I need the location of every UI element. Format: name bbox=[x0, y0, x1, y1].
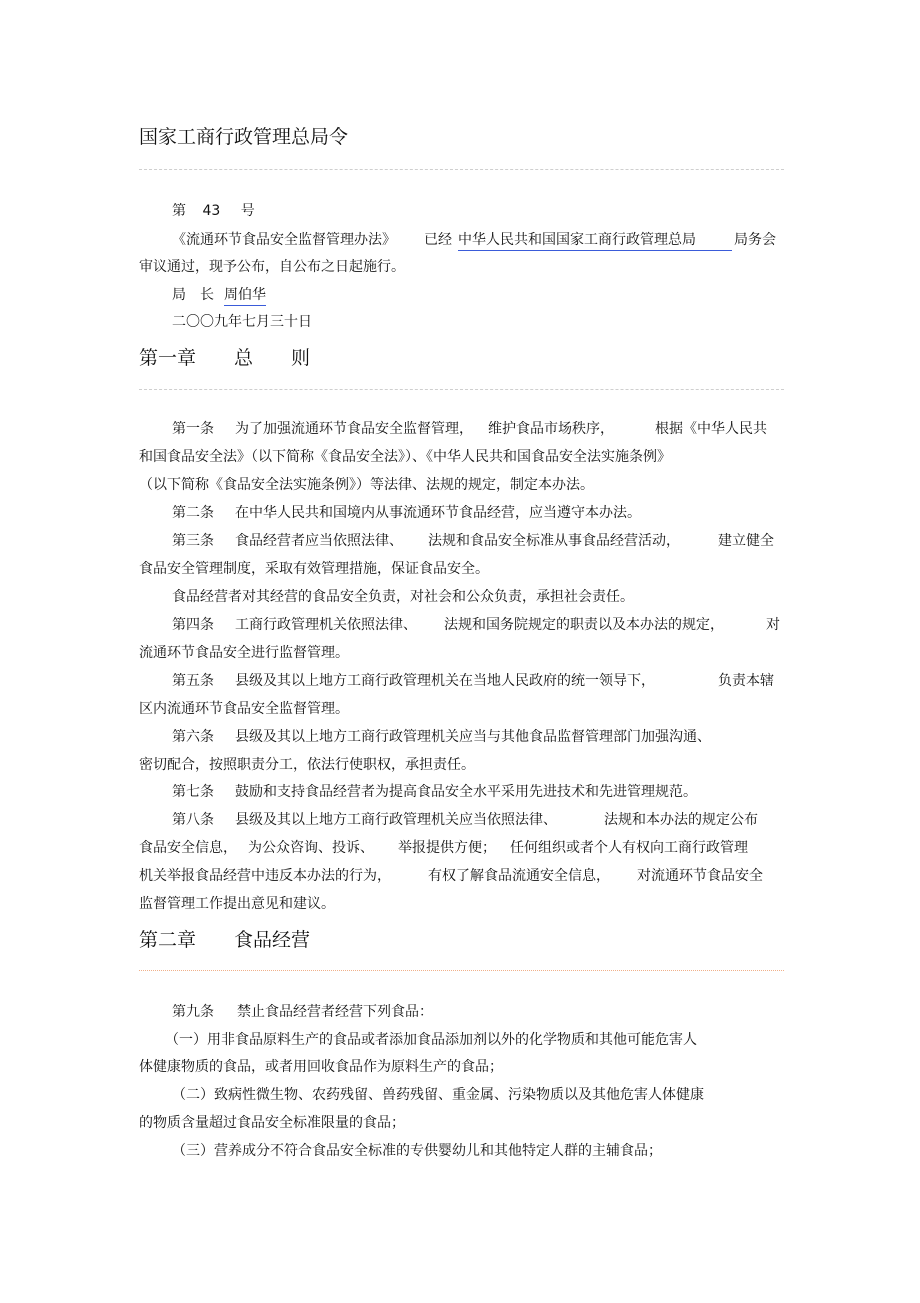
article-text: 县级及其以上地方工商行政管理机关应当依照法律、 bbox=[235, 812, 557, 828]
article-text: 法规和食品安全标准从事食品经营活动， bbox=[428, 533, 680, 549]
decree-doc-name: 《流通环节食品安全监督管理办法》 bbox=[172, 232, 396, 248]
chapter-heading-2: 第二章 食品经营 bbox=[139, 929, 311, 951]
article-text: 法规和国务院规定的职责以及本办法的规定， bbox=[444, 617, 724, 633]
decree-line2: 审议通过，现予公布，自公布之日起施行。 bbox=[139, 259, 405, 275]
article-number: 第五条 bbox=[172, 673, 214, 689]
article-text: 食品安全管理制度，采取有效管理措施，保证食品安全。 bbox=[139, 561, 489, 577]
article-number: 第二条 bbox=[172, 505, 214, 521]
article-text: （一）用非食品原料生产的食品或者添加食品添加剂以外的化学物质和其他可能危害人 bbox=[165, 1032, 697, 1048]
article-number: 第八条 bbox=[172, 812, 214, 828]
article-text: 的物质含量超过食品安全标准限量的食品； bbox=[139, 1115, 405, 1131]
article-text: 举报提供方便； bbox=[398, 840, 496, 856]
article-text: 鼓励和支持食品经营者为提高食品安全水平采用先进技术和先进管理规范。 bbox=[235, 784, 697, 800]
article-text: 负责本辖 bbox=[718, 673, 774, 689]
article-number: 第三条 bbox=[172, 533, 214, 549]
order-number-line bbox=[172, 203, 255, 219]
article-text: 密切配合，按照职责分工，依法行使职权，承担责任。 bbox=[139, 757, 475, 773]
article-text: （二）致病性微生物、农药残留、兽药残留、重金属、污染物质以及其他危害人体健康 bbox=[172, 1087, 704, 1103]
director-name-link[interactable]: 周伯华 bbox=[224, 287, 266, 306]
article-text: 流通环节食品安全进行监督管理。 bbox=[139, 645, 349, 661]
article-text: 食品经营者应当依照法律、 bbox=[235, 533, 403, 549]
decree-meeting: 局务会 bbox=[734, 232, 776, 248]
article-text: 县级及其以上地方工商行政管理机关在当地人民政府的统一领导下， bbox=[235, 673, 655, 689]
decree-date: 二〇〇九年七月三十日 bbox=[172, 314, 312, 330]
article-text: 法规和本办法的规定公布 bbox=[604, 812, 758, 828]
article-number: 第九条 bbox=[172, 1004, 214, 1020]
article-text: 食品经营者对其经营的食品安全负责，对社会和公众负责，承担社会责任。 bbox=[172, 589, 634, 605]
order-number: 43 bbox=[202, 203, 221, 219]
document-title: 国家工商行政管理总局令 bbox=[139, 126, 349, 148]
article-text: （以下简称《食品安全法实施条例》）等法律、法规的规定，制定本办法。 bbox=[139, 477, 594, 493]
article-number: 第七条 bbox=[172, 784, 214, 800]
divider bbox=[139, 389, 784, 390]
article-text: 禁止食品经营者经营下列食品： bbox=[237, 1004, 433, 1020]
article-number: 第一条 bbox=[172, 421, 214, 437]
article-text: 机关举报食品经营中违反本办法的行为， bbox=[139, 868, 391, 884]
article-number: 第六条 bbox=[172, 729, 214, 745]
article-text: 维护食品市场秩序， bbox=[488, 421, 614, 437]
divider bbox=[139, 169, 784, 170]
article-text: 体健康物质的食品，或者用回收食品作为原料生产的食品； bbox=[139, 1059, 503, 1075]
decree-passed-by: 已经 bbox=[424, 232, 452, 248]
article-text: 在中华人民共和国境内从事流通环节食品经营，应当遵守本办法。 bbox=[235, 505, 641, 521]
article-text: 为公众咨询、投诉、 bbox=[248, 840, 374, 856]
article-text: 根据《中华人民共 bbox=[655, 421, 767, 437]
director-label: 局 长 bbox=[172, 287, 214, 303]
order-suffix: 号 bbox=[240, 203, 255, 219]
article-text: 工商行政管理机关依照法律、 bbox=[235, 617, 417, 633]
order-prefix: 第 bbox=[172, 203, 186, 219]
article-number: 第四条 bbox=[172, 617, 214, 633]
article-text: 和国食品安全法》（以下简称《食品安全法》）、《中华人民共和国食品安全法实施条例》 bbox=[139, 449, 671, 465]
article-text: 为了加强流通环节食品安全监督管理， bbox=[235, 421, 473, 437]
article-text: 对 bbox=[766, 617, 780, 633]
article-text: 建立健全 bbox=[718, 533, 774, 549]
article-text: 食品安全信息， bbox=[139, 840, 237, 856]
article-text: 任何组织或者个人有权向工商行政管理 bbox=[510, 840, 748, 856]
article-text: 监督管理工作提出意见和建议。 bbox=[139, 896, 335, 912]
chapter-heading-1: 第一章 总 则 bbox=[139, 347, 311, 369]
article-text: 县级及其以上地方工商行政管理机关应当与其他食品监督管理部门加强沟通、 bbox=[235, 729, 711, 745]
article-text: （三）营养成分不符合食品安全标准的专供婴幼儿和其他特定人群的主辅食品； bbox=[172, 1143, 662, 1159]
divider bbox=[139, 970, 784, 971]
article-text: 对流通环节食品安全 bbox=[637, 868, 763, 884]
decree-agency-link[interactable]: 中华人民共和国国家工商行政管理总局 bbox=[458, 232, 732, 251]
article-text: 有权了解食品流通安全信息， bbox=[428, 868, 610, 884]
article-text: 区内流通环节食品安全监督管理。 bbox=[139, 701, 349, 717]
